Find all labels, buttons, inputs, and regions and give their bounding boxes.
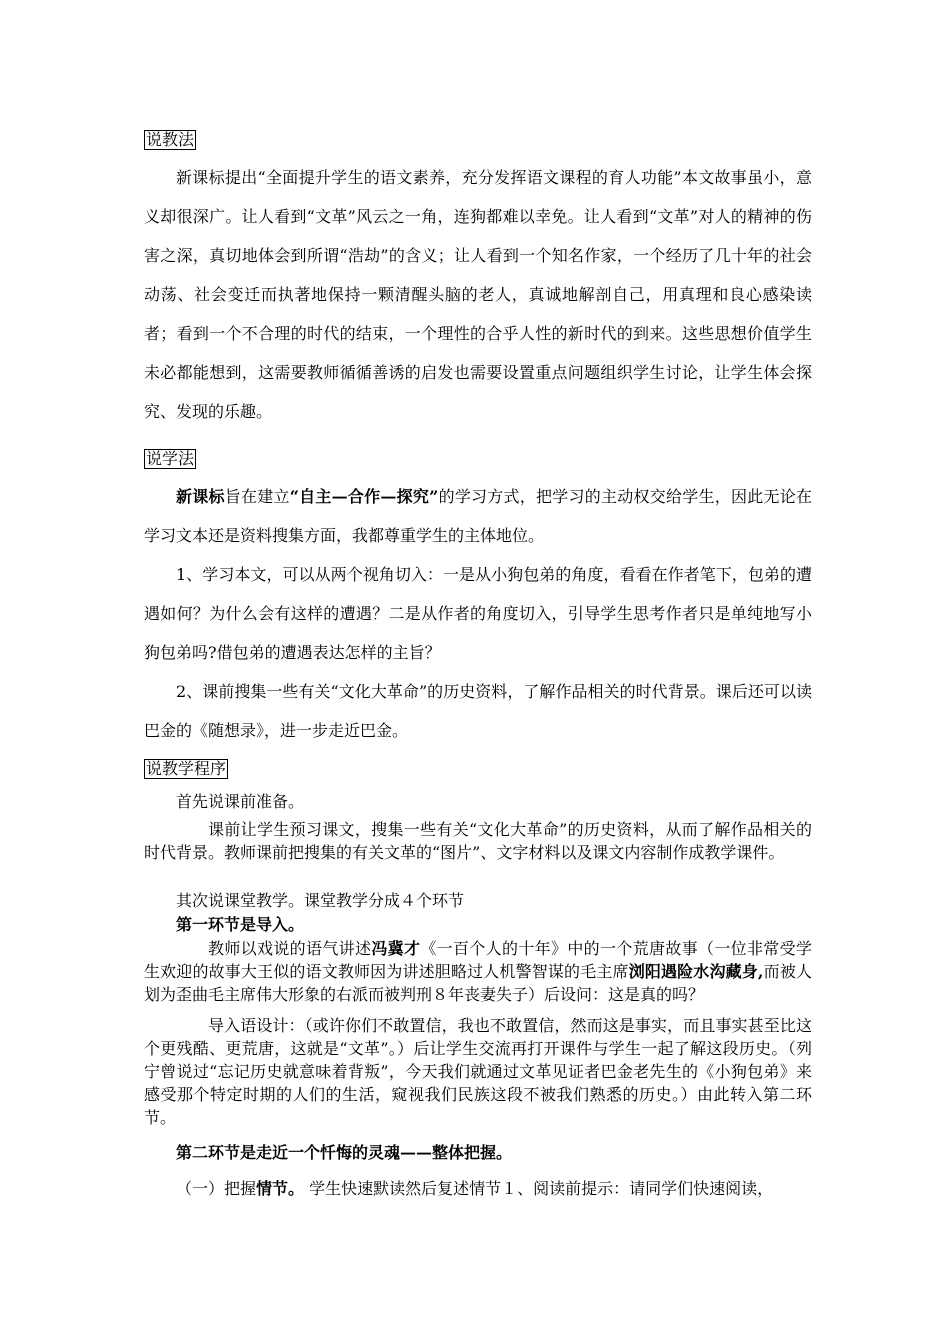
procedure-prep-paragraph: 课前让学生预习课文，搜集一些有关“文化大革命”的历史资料，从而了解作品相关的时代背景。教师课前把搜集的有关文革的“图片”、文字材料以及课文内容制作成教学课件。	[144, 820, 812, 862]
intro-design-paragraph: 导入语设计：（或许你们不敢置信，我也不敢置信，然而这是事实，而且事实甚至比这个更残酷、更荒唐，这就是“文革”。）后让学生交流再打开课件与学生一起了解这段历史。（列宁曾说过“忘记历史就意味着背叛”，今天我们就通过文革见证者巴金老先生的《小狗包弟》来感受那个特定时期的人们的生活，窥视我们民族这段不被我们熟悉的历史。）由此转入第二环节。	[144, 1016, 812, 1127]
bold-story-phrase: 浏阳遇险水沟藏身,	[628, 962, 764, 981]
heading-teaching-procedure: 说教学程序	[146, 759, 227, 778]
heading-teaching-method: 说教法	[146, 130, 195, 149]
link2-title: 第二环节是走近一个忏悔的灵魂——整体把握。	[176, 1143, 513, 1162]
procedure-first: 首先说课前准备。	[176, 792, 305, 811]
link1-title: 第一环节是导入。	[176, 915, 305, 934]
bold-learning-mode: “自主—合作—探究”	[289, 487, 439, 506]
teaching-method-paragraph: 新课标提出“全面提升学生的语文素养，充分发挥语文课程的育人功能”本文故事虽小，意义却很深广。让人看到“文革”风云之一角，连狗都难以幸免。让人看到“文革”对人的精神的伤害之深，真切地体会到所谓“浩劫”的含义；让人看到一个知名作家，一个经历了几十年的社会动荡、社会变迁而执著地保持一颗清醒头脑的老人，真诚地解剖自己，用真理和良心感染读者；看到一个不合理的时代的结束，一个理性的合乎人性的新时代的到来。这些思想价值学生未必都能想到，这需要教师循循善诱的启发也需要设置重点问题组织学生讨论，让学生体会探究、发现的乐趣。	[144, 168, 812, 421]
heading-learning-method: 说学法	[146, 449, 195, 468]
plot-paragraph: （一）把握情节。 学生快速默读然后复述情节１、阅读前提示：请同学们快速阅读，	[176, 1179, 774, 1198]
bold-author-name: 冯冀才	[371, 939, 421, 958]
link1-paragraph: 教师以戏说的语气讲述冯冀才《一百个人的十年》中的一个荒唐故事（一位非常受学生欢迎的故事大王似的语文教师因为讲述胆略过人机警智谋的毛主席浏阳遇险水沟藏身,而被人划为歪曲毛主席伟大形象的右派而被判刑８年丧妻失子）后设问：这是真的吗？	[144, 939, 812, 1004]
bold-plot: 情节。	[256, 1179, 305, 1198]
procedure-second: 其次说课堂教学。课堂教学分成４个环节	[176, 891, 465, 910]
bold-new-curriculum: 新课标	[176, 487, 225, 506]
learning-method-paragraph-1: 新课标旨在建立“自主—合作—探究”的学习方式，把学习的主动权交给学生，因此无论在学习文本还是资料搜集方面，我都尊重学生的主体地位。	[144, 487, 812, 545]
learning-method-paragraph-3: 2、课前搜集一些有关“文化大革命”的历史资料，了解作品相关的时代背景。课后还可以读巴金的《随想录》，进一步走近巴金。	[144, 682, 812, 740]
learning-method-paragraph-2: 1、学习本文，可以从两个视角切入：一是从小狗包弟的角度，看看在作者笔下，包弟的遭遇如何？为什么会有这样的遭遇？二是从作者的角度切入，引导学生思考作者只是单纯地写小狗包弟吗?借包弟的遭遇表达怎样的主旨？	[144, 565, 812, 662]
